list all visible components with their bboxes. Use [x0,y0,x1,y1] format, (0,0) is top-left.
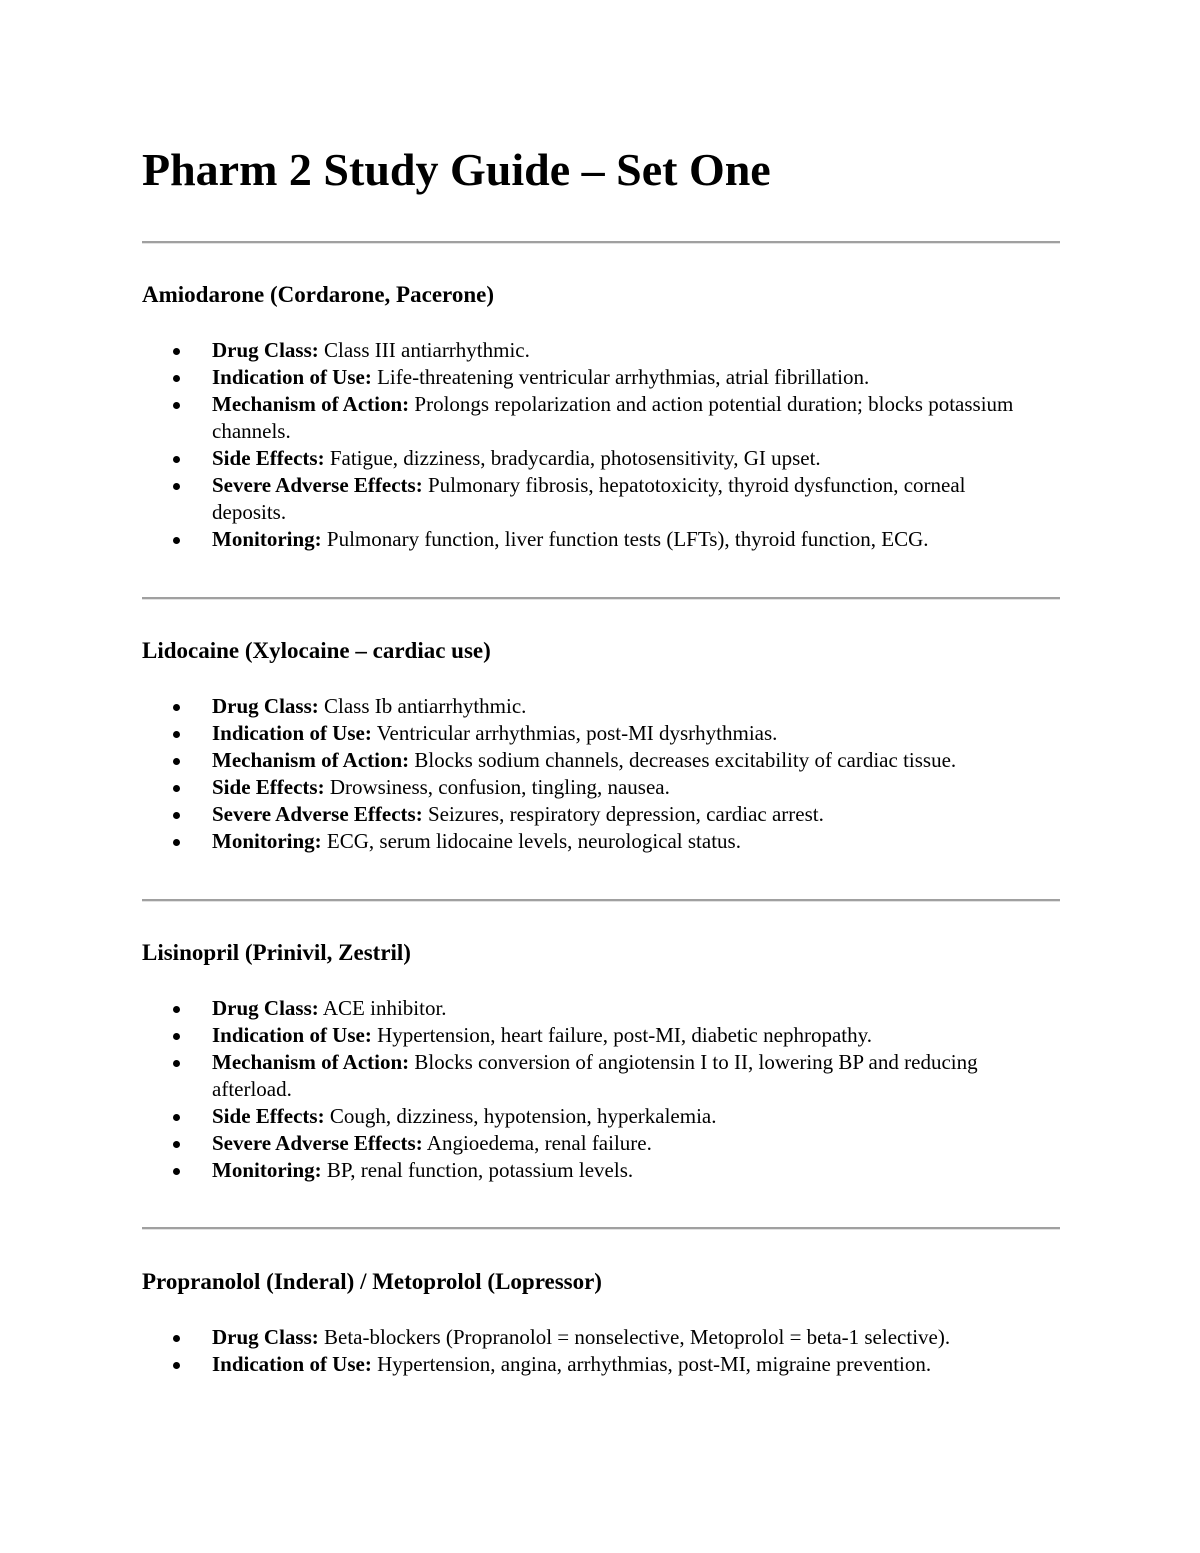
horizontal-rule [142,1227,1060,1230]
item-label: Mechanism of Action: [212,1050,410,1074]
drug-details-list [142,337,1060,553]
item-label: Drug Class: [212,694,319,718]
item-label: Severe Adverse Effects: [212,802,423,826]
item-text: Life-threatening ventricular arrhythmias, atrial fibrillation. [377,365,870,389]
list-item [142,693,1060,720]
list-item [142,774,1060,801]
bullet-icon [173,1141,180,1148]
item-text: Blocks sodium channels, decreases excitability of cardiac tissue. [414,748,957,772]
list-item [142,364,1060,391]
list-item [142,801,1060,828]
item-label: Indication of Use: [212,1352,372,1376]
item-text: Ventricular arrhythmias, post-MI dysrhythmias. [376,721,778,745]
item-label: Monitoring: [212,829,322,853]
bullet-icon [173,537,180,544]
drug-heading: Lisinopril (Prinivil, Zestril) [142,940,411,965]
list-item [142,995,1060,1022]
list-item [142,1022,1060,1049]
list-item [142,445,1060,472]
item-text: BP, renal function, potassium levels. [326,1158,634,1182]
list-item [142,828,1060,855]
list-item [142,1049,1060,1103]
horizontal-rule [142,597,1060,600]
horizontal-rule [142,899,1060,902]
item-label: Mechanism of Action: [212,392,410,416]
list-item [142,337,1060,364]
item-text: Cough, dizziness, hypotension, hyperkalemia. [329,1104,717,1128]
item-label: Drug Class: [212,996,319,1020]
drug-heading: Lidocaine (Xylocaine – cardiac use) [142,638,491,663]
bullet-icon [173,785,180,792]
item-text: Drowsiness, confusion, tingling, nausea. [329,775,670,799]
item-text: Pulmonary function, liver function tests (LFTs), thyroid function, ECG. [326,527,929,551]
drug-details-list [142,1324,1060,1378]
bullet-icon [173,1060,180,1067]
bullet-icon [173,483,180,490]
item-text: Fatigue, dizziness, bradycardia, photosensitivity, GI upset. [329,446,821,470]
item-label: Side Effects: [212,775,325,799]
item-label: Drug Class: [212,338,319,362]
bullet-icon [173,1168,180,1175]
drug-section-amiodarone [142,280,1060,553]
horizontal-rule [142,241,1060,244]
bullet-icon [173,348,180,355]
list-item [142,1103,1060,1130]
list-item [142,1130,1060,1157]
item-label: Monitoring: [212,1158,322,1182]
item-label: Indication of Use: [212,365,372,389]
page-title: Pharm 2 Study Guide – Set One [142,144,771,195]
item-label: Side Effects: [212,1104,325,1128]
bullet-icon [173,1114,180,1121]
drug-heading: Amiodarone (Cordarone, Pacerone) [142,282,494,307]
bullet-icon [173,456,180,463]
drug-section-beta-blockers [142,1267,1060,1378]
bullet-icon [173,704,180,711]
list-item [142,1324,1060,1351]
bullet-icon [173,758,180,765]
item-label: Indication of Use: [212,1023,372,1047]
bullet-icon [173,839,180,846]
bullet-icon [173,375,180,382]
list-item [142,1157,1060,1184]
item-label: Mechanism of Action: [212,748,410,772]
bullet-icon [173,812,180,819]
item-text: Hypertension, heart failure, post-MI, diabetic nephropathy. [377,1023,872,1047]
drug-heading: Propranolol (Inderal) / Metoprolol (Lopressor) [142,1269,602,1294]
list-item [142,472,1060,526]
drug-details-list [142,693,1060,855]
item-text: ECG, serum lidocaine levels, neurological status. [326,829,741,853]
list-item [142,747,1060,774]
item-text: Prolongs repolarization and action potential duration; blocks potassium channels. [212,392,1014,443]
item-text: Beta-blockers (Propranolol = nonselective, Metoprolol = beta-1 selective). [324,1325,951,1349]
drug-details-list [142,995,1060,1184]
item-label: Side Effects: [212,446,325,470]
item-text: Seizures, respiratory depression, cardiac arrest. [427,802,824,826]
item-label: Monitoring: [212,527,322,551]
item-text: Angioedema, renal failure. [426,1131,652,1155]
item-text: Blocks conversion of angiotensin I to II, lowering BP and reducing afterload. [212,1050,978,1101]
drug-section-lidocaine [142,636,1060,855]
bullet-icon [173,1006,180,1013]
list-item [142,1351,1060,1378]
item-label: Indication of Use: [212,721,372,745]
bullet-icon [173,1362,180,1369]
bullet-icon [173,1033,180,1040]
item-text: Hypertension, angina, arrhythmias, post-MI, migraine prevention. [377,1352,932,1376]
item-text: ACE inhibitor. [322,996,447,1020]
item-text: Pulmonary fibrosis, hepatotoxicity, thyroid dysfunction, corneal deposits. [212,473,966,524]
item-label: Severe Adverse Effects: [212,473,423,497]
list-item [142,391,1060,445]
bullet-icon [173,1335,180,1342]
list-item [142,526,1060,553]
item-text: Class III antiarrhythmic. [324,338,530,362]
bullet-icon [173,731,180,738]
item-text: Class Ib antiarrhythmic. [324,694,527,718]
item-label: Drug Class: [212,1325,319,1349]
list-item [142,720,1060,747]
item-label: Severe Adverse Effects: [212,1131,423,1155]
bullet-icon [173,402,180,409]
drug-section-lisinopril [142,938,1060,1184]
